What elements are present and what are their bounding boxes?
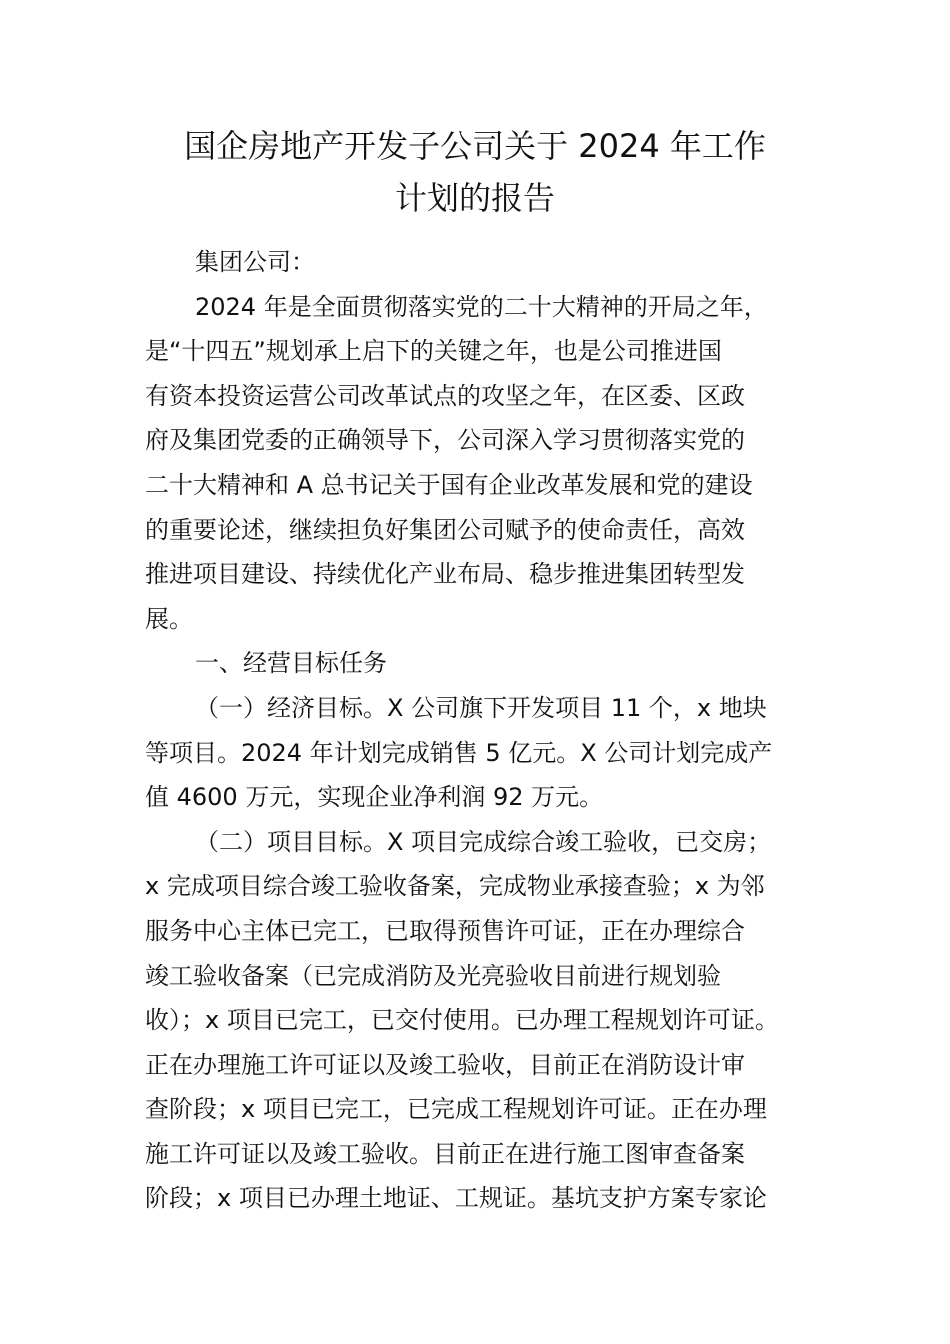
- body-line: 施工许可证以及竣工验收。目前正在进行施工图审查备案: [145, 1139, 745, 1168]
- body-line: 展。: [145, 604, 193, 633]
- document-title: [100, 120, 850, 224]
- title-line-1: 国企房地产开发子公司关于 2024 年工作: [184, 127, 766, 165]
- body-line: 阶段；x 项目已办理土地证、工规证。基坑支护方案专家论: [145, 1184, 767, 1213]
- body-line: 2024 年是全面贯彻落实党的二十大精神的开局之年，: [195, 292, 768, 321]
- body-line: 查阶段；x 项目已完工，已完成工程规划许可证。正在办理: [145, 1095, 767, 1124]
- body-line: 值 4600 万元，实现企业净利润 92 万元。: [145, 783, 604, 812]
- body-line: 是“十四五”规划承上启下的关键之年，也是公司推进国: [145, 337, 722, 366]
- body-line: 收）；x 项目已完工，已交付使用。已办理工程规划许可证。: [145, 1006, 779, 1035]
- body-line: 的重要论述，继续担负好集团公司赋予的使命责任，高效: [145, 515, 745, 544]
- body-line: 等项目。2024 年计划完成销售 5 亿元。X 公司计划完成产: [145, 738, 773, 767]
- body-line: （一）经济目标。X 公司旗下开发项目 11 个，x 地块: [195, 693, 767, 722]
- body-line: 正在办理施工许可证以及竣工验收，目前正在消防设计审: [145, 1050, 745, 1079]
- body-line: 一、经营目标任务: [195, 649, 387, 678]
- body-line: 集团公司：: [195, 248, 315, 276]
- title-line-2: 计划的报告: [394, 179, 555, 217]
- body-line: 竣工验收备案（已完成消防及光亮验收目前进行规划验: [145, 961, 721, 990]
- body-line: （二）项目目标。X 项目完成综合竣工验收，已交房；: [195, 827, 772, 856]
- body-line: 二十大精神和 A 总书记关于国有企业改革发展和党的建设: [145, 470, 753, 499]
- body-line: 有资本投资运营公司改革试点的攻坚之年，在区委、区政: [145, 381, 745, 410]
- body-line: x 完成项目综合竣工验收备案，完成物业承接查验；x 为邻: [145, 872, 765, 901]
- body-line: 服务中心主体已完工，已取得预售许可证，正在办理综合: [145, 916, 745, 945]
- body-line: 府及集团党委的正确领导下，公司深入学习贯彻落实党的: [145, 426, 745, 455]
- document-body: [145, 240, 835, 1221]
- body-line: 推进项目建设、持续优化产业布局、稳步推进集团转型发: [145, 560, 745, 589]
